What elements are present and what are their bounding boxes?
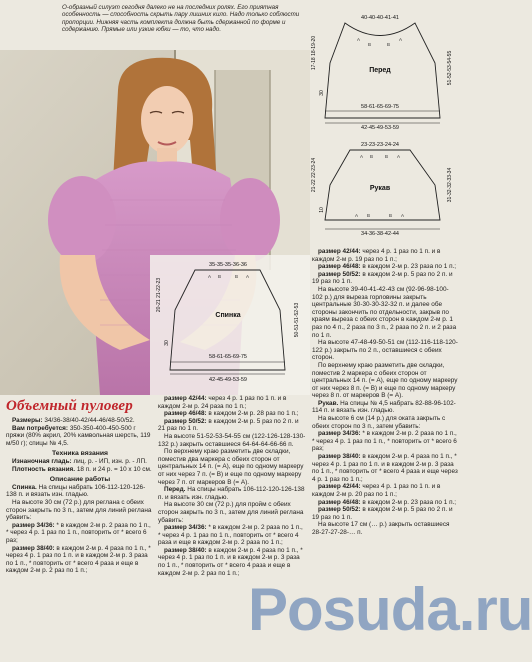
sleeve-pattern-diagram (305, 135, 455, 245)
back-chest-dim: 58-61-65-69-75 (209, 354, 247, 360)
front-size-4244-text: через 4 р. 1 раз по 1 п. и в каждом 2-м р. 19 раз по 1 п.; (312, 248, 441, 263)
front-size-4648-label: размер 46/48: (318, 263, 361, 271)
svg-text:A: A (397, 154, 401, 159)
svg-text:B: B (218, 274, 222, 279)
size-4648-label: размер 46/48: (164, 410, 207, 418)
density-text: 18 п. и 24 р. = 10 х 10 см. (76, 465, 152, 473)
back-top-dim: 35-35-35-36-36 (209, 262, 247, 268)
front-size-3436-text: * в каждом 2-м р. 2 раза по 1 п., * через 4 р. 1 раз по 1 п., повторить от * всего 4 раза и еще в каждом 2-м р. 2 раза по 1 п.; (158, 524, 303, 547)
back-bottom-dim: 42-45-49-53-59 (209, 377, 247, 383)
svg-text:B: B (368, 42, 372, 47)
size-3436-text: * в каждом 2-м р. 2 раза по 1 п., * через 4 р. 1 раз по 1 п., повторить от * всего 6 раз; (6, 521, 151, 544)
description-heading: Описание работы (49, 476, 111, 484)
front-section-label: Перед. (164, 486, 186, 494)
front-height-right: 51-52-53-54-55 (447, 50, 453, 86)
svg-text:B: B (370, 154, 374, 159)
instructions-column-1 (6, 417, 154, 575)
neck-text-2: На высоте 47-48-49-50-51 см (112-116-118-120-122 р.) закрыть по 2 п., оставшиеся с обеих сторон. (312, 339, 458, 362)
front-chest-dim: 58-61-65-69-75 (361, 104, 399, 110)
front-label: Перед (369, 67, 391, 74)
sleeve-height-main: 10 (319, 207, 325, 213)
front-section-text: На спицы набрать 106-112-120-126-138 п. и вязать изн. гладью. (158, 486, 305, 501)
size-4244-text: через 4 р. 1 раз по 1 п. и в каждом 2-м р. 24 раза по 1 п.; (158, 395, 287, 410)
sleeve-size-3436-label: размер 34/36: (318, 430, 361, 438)
front-height-main: 30 (319, 90, 325, 96)
technique-label: Изнаночная гладь: (12, 457, 72, 465)
svg-text:A: A (399, 37, 403, 42)
sleeve-size-4648-text: в каждом 2-м р. 23 раза по 1 п.; (362, 498, 457, 506)
neck-text: На высоте 39-40-41-42-43 см (92-96-98-100-102 р.) для выреза горловины закрыть центральные 30-30-30-32-32 п. и далее обе стороны закончить по отдельности, закрыв по краям выреза с обеих сторон в каждом 2-м р. 1 раз по 4 п., 2 раза по 3 п., 2 раза по 2 п. и 2 раза по 1 п. (312, 285, 457, 339)
front-top-dim: 40-40-40-41-41 (361, 15, 399, 21)
svg-text:B: B (367, 213, 371, 218)
svg-text:A: A (360, 154, 364, 159)
density-label: Плотность вязания. (12, 465, 76, 473)
instructions-column-2 (158, 395, 306, 577)
sizes-label: Размеры: (12, 417, 43, 424)
front-height-left: 17-18 18-19-20 (311, 35, 317, 71)
watermark-logo: Posuda.ru (248, 576, 532, 643)
size-3436-label: размер 34/36: (12, 521, 55, 529)
front-bottom-dim: 42-45-49-53-59 (361, 125, 399, 131)
front-size-3840-label: размер 38/40: (164, 546, 207, 554)
size-4648-text: в каждом 2-м р. 28 раз по 1 п.; (208, 410, 299, 418)
sleeve-size-3436-text: * в каждом 2-м р. 2 раза по 1 п., * через 4 р. 1 раз по 1 п., * повторить от * всего 6 раз; (312, 430, 457, 453)
back-folds-text: По верхнему краю разметить две складки, поместив два маркера с обеих сторон от центральных 14 п. (= А), еще по одному маркеру от них через 7 п. (= В) и еще по одному маркеру через 7 п. от маркеров В (= А). (158, 448, 304, 486)
sleeve-section-text: На спицы № 4,5 набрать 82-88-96-102-114 п. и вязать изн. гладью. (312, 399, 456, 415)
sleeve-label: Рукав (369, 185, 391, 192)
svg-text:A: A (246, 274, 250, 279)
sizes-text: 34/36-38/40-42/44-46/48-50/52. (44, 417, 135, 424)
svg-text:B: B (387, 42, 391, 47)
svg-text:B: B (389, 213, 393, 218)
sleeve-size-5052-text: в каждом 2-м р. 5 раз по 2 п. и 19 раз по 1 п. (312, 506, 453, 521)
sleeve-size-4244-label: размер 42/44: (318, 483, 361, 491)
intro-paragraph: О-образный силуэт сегодня далеко не на последних ролях. Его приятная особенность — способность скрыть пару лишних кило. Надо только соблюсти пропорции. Нижняя часть комплекта должна быть сдержанной по форме и содержанию. Прямые или узкие юбки — то, что надо. (62, 4, 300, 34)
front-size-3436-label: размер 34/36: (164, 524, 207, 532)
back-height-left: 20-21 21-22-23 (156, 277, 162, 313)
svg-text:B: B (385, 154, 389, 159)
back-continue-text: На высоте 51-52-53-54-55 см (122-126-128-130-132 р.) закрыть оставшиеся 64-64-64-66-66 п. (158, 432, 306, 448)
front-size-3840-text: в каждом 2-м р. 4 раза по 1 п., * через 4 р. 1 раз по 1 п. и в каждом 2-м р. 3 раза по 1 п., * повторить от * всего 4 раза и еще в каждом 2-м р. 2 раз по 1 п.; (158, 546, 303, 577)
svg-text:A: A (208, 274, 212, 279)
front-size-5052-label: размер 50/52: (318, 270, 361, 278)
svg-text:B: B (235, 274, 239, 279)
front-size-4244-label: размер 42/44: (318, 248, 361, 255)
size-5052-label: размер 50/52: (164, 417, 207, 425)
sleeve-size-3840-label: размер 38/40: (318, 453, 361, 461)
materials-text: 350-350-400-450-500 г пряжи (80% акрил, 20% камвольная шерсть, 119 м/50 г); спицы № 4,5. (6, 424, 151, 447)
svg-text:A: A (357, 37, 361, 42)
sleeve-section-label: Рукав. (318, 399, 339, 407)
sleeve-end-text: На высоте 17 см (… р.) закрыть оставшиеся 28-27-27-28-… п. (312, 521, 450, 536)
front-section-text-2: На высоте 30 см (72 р.) для пройм с обеих сторон закрыть по 3 п., затем для линий реглана убавить: (158, 501, 304, 524)
sleeve-size-4244-text: через 4 р. 1 раз по 1 п. и в каждом 2-м р. 20 раз по 1 п.; (312, 483, 441, 498)
front-pattern-diagram (305, 8, 455, 133)
back-pattern-diagram (150, 255, 310, 385)
technique-heading: Техника вязания (51, 450, 108, 458)
back-height-main: 30 (164, 340, 170, 346)
svg-text:A: A (355, 213, 359, 218)
front-folds-text: По верхнему краю разметить две складки, поместив 2 маркера с обеих сторон от центральных 14 п. (= А), еще по одному маркеру от них через 8 п. (= В) и еще по одному маркеру через 8 п. от маркеров В (= А). (312, 361, 458, 400)
technique-text: лиц. р. - ИП, изн. р. - ЛП. (73, 457, 147, 465)
back-height-right: 50-51-51-52-53 (294, 302, 300, 338)
front-size-5052-text: в каждом 2-м р. 5 раз по 2 п. и 19 раз по 1 п. (312, 270, 453, 286)
sleeve-size-5052-label: размер 50/52: (318, 506, 361, 514)
sleeve-size-3840-text: в каждом 2-м р. 4 раза по 1 п., * через 4 р. 1 раз по 1 п. и в каждом 2-м р. 3 раза по 1 п., * повторить от * всего 4 раза и еще через 4 р. 1 раз по 1 п.; (312, 453, 458, 483)
sleeve-bottom-dim: 34-36-38-42-44 (361, 231, 399, 237)
sleeve-section-text-2: На высоте 6 см (14 р.) для оката закрыть с обеих сторон по 3 п., затем убавить: (312, 415, 446, 430)
front-size-4648-text: в каждом 2-м р. 23 раза по 1 п.; (362, 263, 457, 271)
instructions-column-3 (312, 248, 458, 537)
sleeve-top-dim: 23-23-23-24-24 (361, 142, 399, 148)
size-3840-label: размер 38/40: (12, 544, 55, 552)
back-section-label: Спинка. (12, 483, 37, 491)
materials-label: Вам потребуется: (12, 424, 69, 432)
size-4244-label: размер 42/44: (164, 395, 207, 402)
sleeve-height-right: 31-32-32-33-34 (447, 167, 453, 203)
back-section-text: На спицы набрать 106-112-120-126-138 п. и вязать изн. гладью. (6, 483, 146, 499)
sleeve-height-left: 21-22 22-23-24 (311, 157, 317, 193)
back-label: Спинка (215, 312, 241, 319)
article-title: Объемный пуловер (6, 398, 133, 414)
svg-text:A: A (401, 213, 405, 218)
size-3840-text: в каждом 2-м р. 4 раза по 1 п., * через 4 р. 1 раз по 1 п. и в каждом 2-м р. 3 раза по 1 п., * повторить от * всего 4 раза и еще в каждом 2-м р. 2 раз по 1 п.; (6, 544, 151, 575)
sleeve-size-4648-label: размер 46/48: (318, 498, 361, 506)
size-5052-text: в каждом 2-м р. 5 раз по 2 п. и 21 раз по 1 п. (158, 417, 299, 433)
intro-text (62, 4, 312, 34)
back-section-text-2: На высоте 30 см (72 р.) для реглана с обеих сторон закрыть по 3 п., затем для линий реглана убавить: (6, 498, 152, 522)
